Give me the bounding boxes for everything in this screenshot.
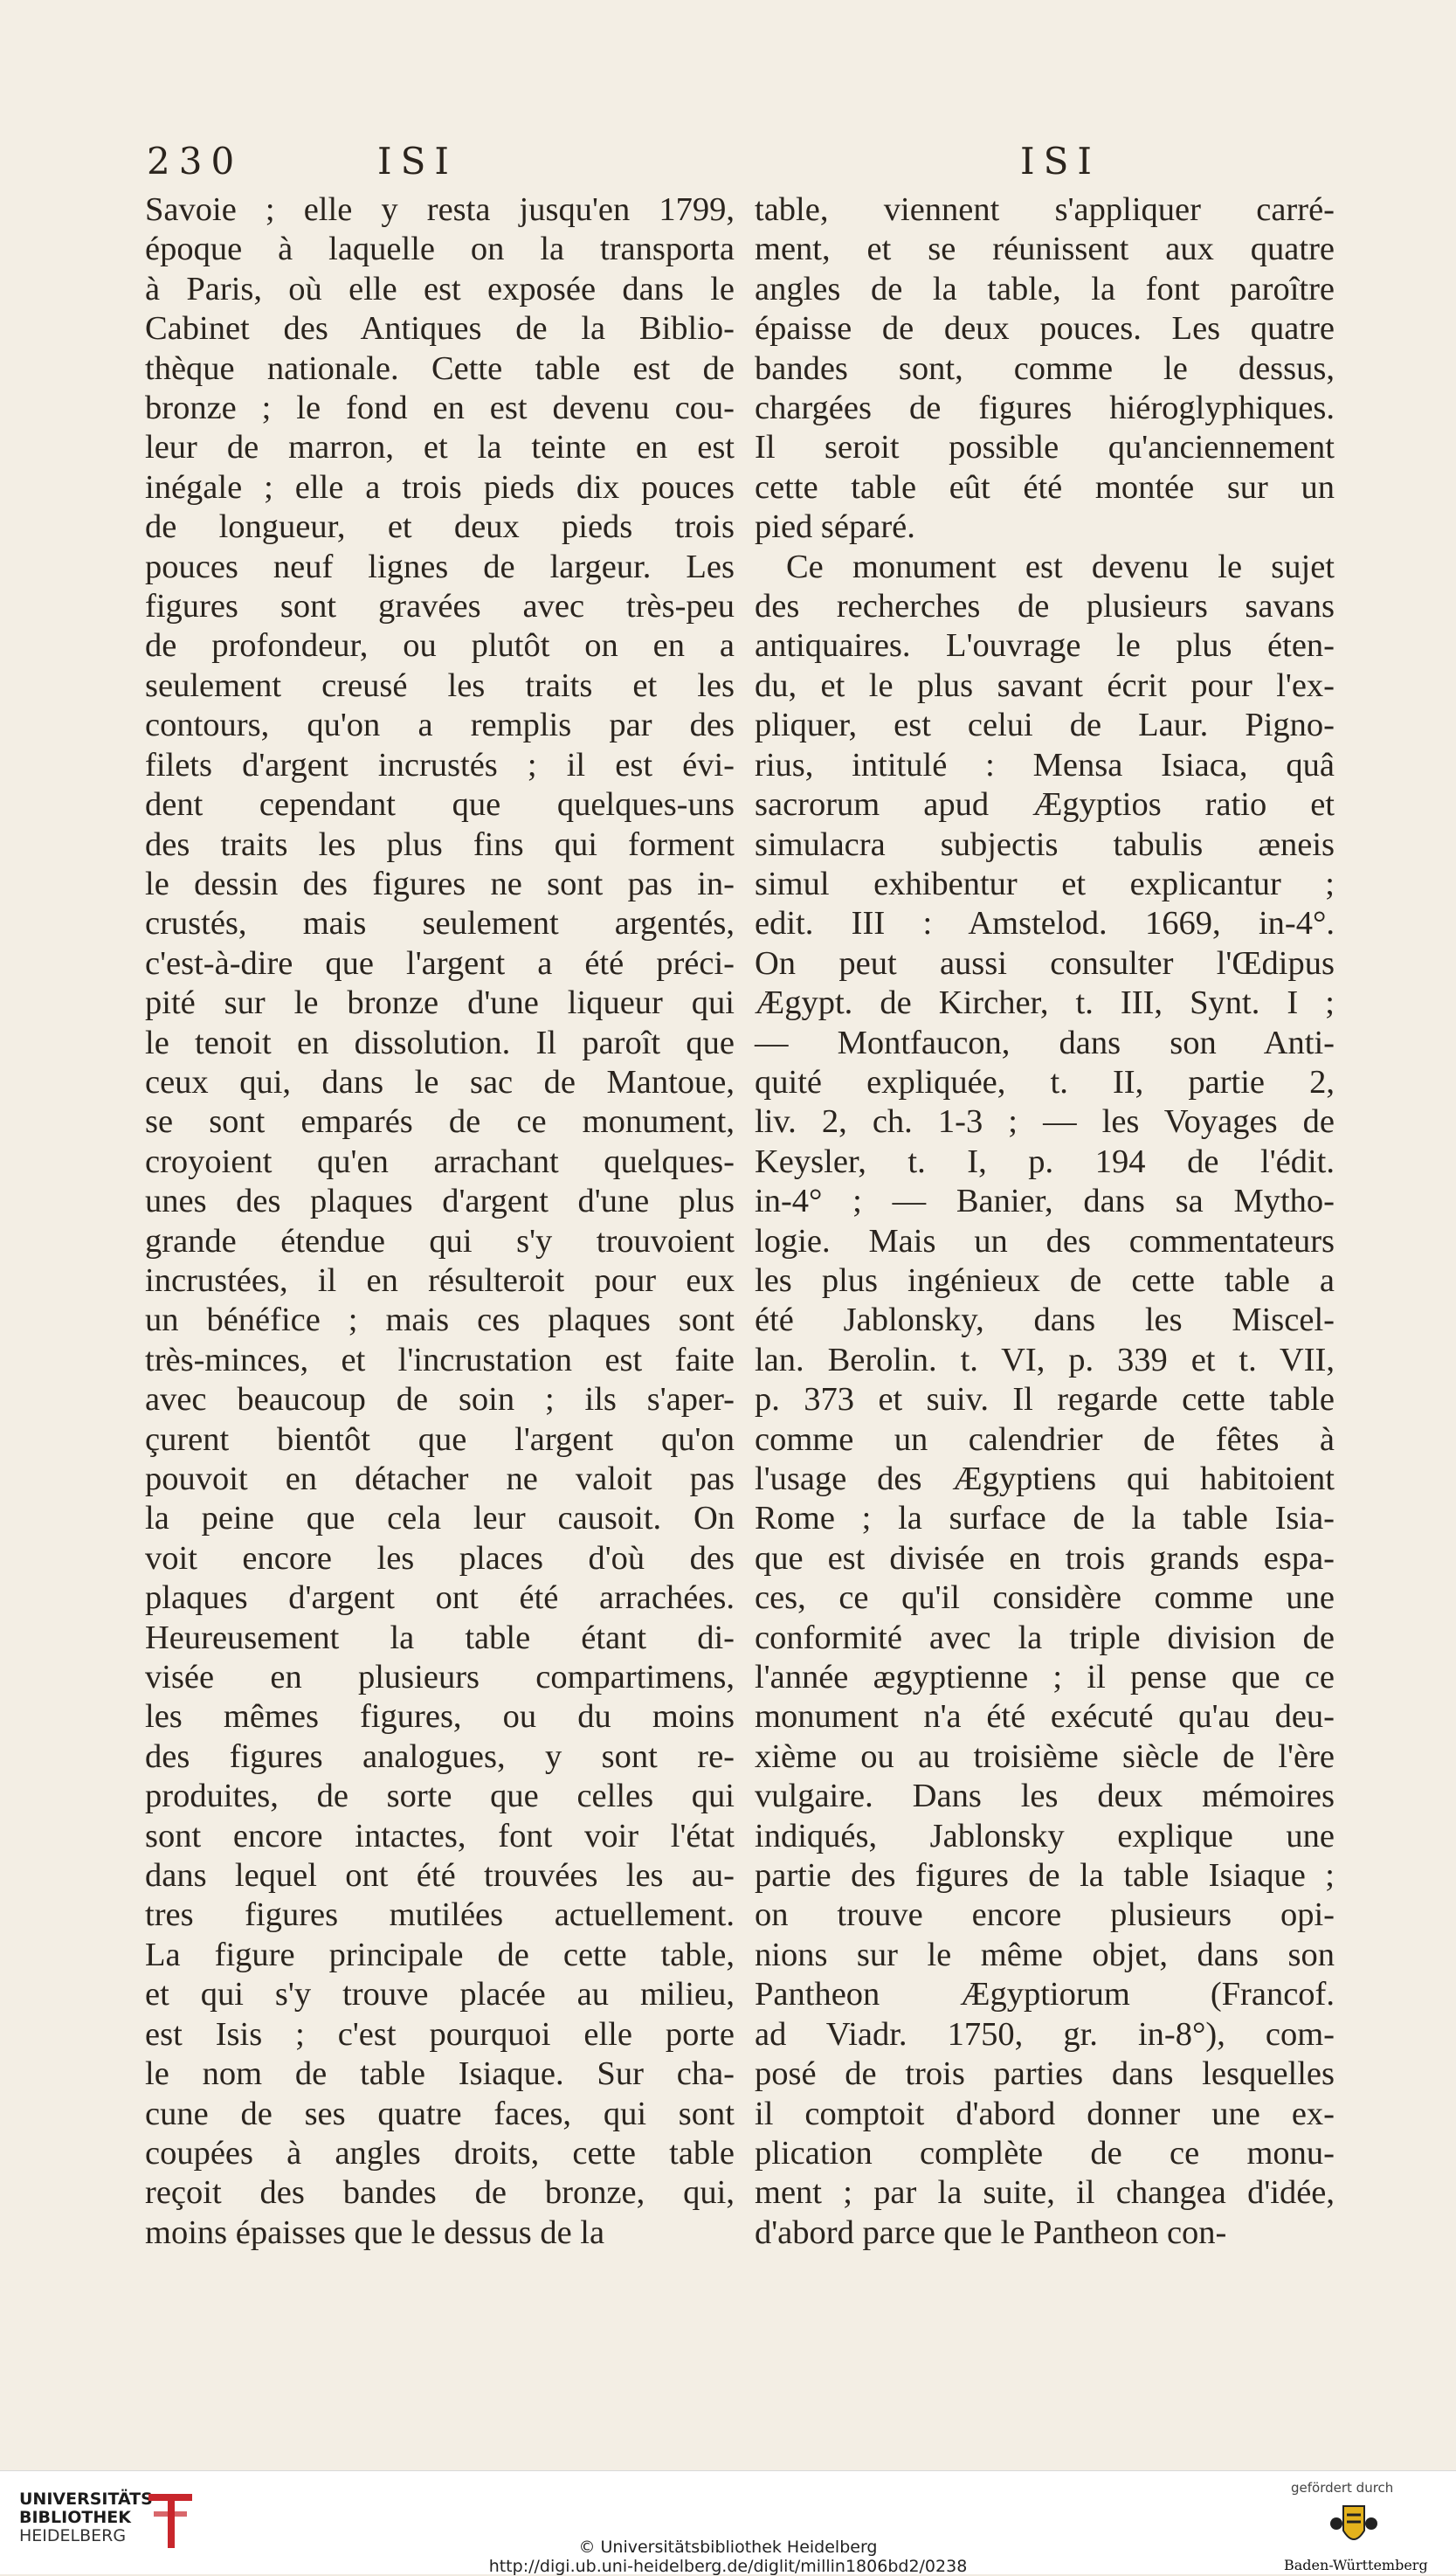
right-column-line: sacrorum apud Ægyptios ratio et	[755, 786, 1335, 824]
right-column-line: in-4° ; — Banier, dans sa Mytho-	[755, 1183, 1335, 1220]
left-column-line: moins épaisses que le dessus de la	[145, 2213, 605, 2251]
left-column-line: ceux qui, dans le sac de Mantoue,	[145, 1063, 735, 1101]
left-column-line: coupées à angles droits, cette table	[145, 2134, 735, 2172]
left-column-line: contours, qu'on a remplis par des	[145, 707, 735, 744]
permalink-url[interactable]: http://digi.ub.uni-heidelberg.de/diglit/millin1806bd2/0238	[488, 2557, 968, 2576]
right-column-line: les plus ingénieux de cette table a	[755, 1261, 1335, 1299]
right-column-line: plication complète de ce monu-	[755, 2134, 1335, 2172]
left-column-line: voit encore les places d'où des	[145, 1539, 735, 1577]
left-column-line: des figures analogues, y sont re-	[145, 1737, 735, 1775]
right-column-line: il comptoit d'abord donner une ex-	[755, 2095, 1335, 2132]
state-name: Baden-Württemberg	[1284, 2557, 1428, 2573]
left-column-line: çurent bientôt que l'argent qu'on	[145, 1420, 735, 1458]
right-running-title: ISI	[1020, 140, 1101, 183]
left-column-line: la peine que cela leur causoit. On	[145, 1500, 735, 1537]
right-column-line: angles de la table, la font paroître	[755, 270, 1335, 307]
right-column-line: quité expliquée, t. II, partie 2,	[755, 1063, 1335, 1101]
copyright-notice: © Universitätsbibliothek Heidelberg	[578, 2538, 878, 2557]
right-column-line: ment, et se réunissent aux quatre	[755, 231, 1335, 268]
right-column-line: partie des figures de la table Isiaque ;	[755, 1857, 1335, 1895]
left-column-line: croyoient qu'en arrachant quelques-	[145, 1143, 735, 1180]
right-column-line: — Montfaucon, dans son Anti-	[755, 1024, 1335, 1061]
left-column-line: figures sont gravées avec très-peu	[145, 588, 735, 625]
right-column-line: lan. Berolin. t. VI, p. 339 et t. VII,	[755, 1341, 1335, 1378]
left-column-line: produites, de sorte que celles qui	[145, 1778, 735, 1815]
right-text-column	[755, 190, 1335, 2253]
right-column-line: pied séparé.	[755, 508, 915, 546]
right-column-line: Ce monument est devenu le sujet	[786, 548, 1335, 585]
right-column-line: Il seroit possible qu'anciennement	[755, 429, 1335, 466]
left-column-line: et qui s'y trouve placée au milieu,	[145, 1976, 735, 2013]
left-column-line: de profondeur, ou plutôt on en a	[145, 627, 735, 665]
right-column-line: simul exhibentur et explicantur ;	[755, 865, 1335, 902]
right-column-line: été Jablonsky, dans les Miscel-	[755, 1302, 1335, 1339]
right-column-line: p. 373 et suiv. Il regarde cette table	[755, 1381, 1335, 1419]
right-column-line: indiqués, Jablonsky explique une	[755, 1817, 1335, 1854]
right-column-line: On peut aussi consulter l'Œdipus	[755, 944, 1335, 982]
baden-wuerttemberg-crest-icon	[1310, 2501, 1397, 2553]
right-column-line: Pantheon Ægyptiorum (Francof.	[755, 1976, 1335, 2013]
right-column-line: l'année ægyptienne ; il pense que ce	[755, 1659, 1335, 1696]
left-column-line: visée en plusieurs compartimens,	[145, 1659, 735, 1696]
left-column-line: pouces neuf lignes de largeur. Les	[145, 548, 735, 585]
right-column-line: ment ; par la suite, il changea d'idée,	[755, 2174, 1335, 2212]
right-column-line: on trouve encore plusieurs opi-	[755, 1896, 1335, 1934]
right-column-line: Keysler, t. I, p. 194 de l'édit.	[755, 1143, 1335, 1180]
left-column-line: le tenoit en dissolution. Il paroît que	[145, 1024, 735, 1061]
right-column-line: bandes sont, comme le dessus,	[755, 349, 1335, 387]
left-column-line: crustés, mais seulement argentés,	[145, 905, 735, 943]
left-column-line: très-minces, et l'incrustation est faite	[145, 1341, 735, 1378]
left-column-line: pouvoit en détacher ne valoit pas	[145, 1461, 735, 1497]
left-column-line: Heureusement la table étant di-	[145, 1619, 735, 1656]
left-column-line: cune de ses quatre faces, qui sont	[145, 2095, 735, 2132]
left-column-line: époque à laquelle on la transporta	[145, 231, 735, 268]
library-logo-text: UNIVERSITÄTS- BIBLIOTHEK HEIDELBERG	[19, 2490, 160, 2545]
right-column-line: liv. 2, ch. 1-3 ; — les Voyages de	[755, 1103, 1335, 1141]
right-column-line: xième ou au troisième siècle de l'ère	[755, 1737, 1335, 1775]
left-column-line: de longueur, et deux pieds trois	[145, 508, 735, 546]
right-column-line: que est divisée en trois grands espa-	[755, 1539, 1335, 1577]
left-column-line: des traits les plus fins qui forment	[145, 825, 735, 863]
right-column-line: du, et le plus savant écrit pour l'ex-	[755, 666, 1335, 704]
left-column-line: le nom de table Isiaque. Sur cha-	[145, 2055, 735, 2093]
right-column-line: conformité avec la triple division de	[755, 1619, 1335, 1656]
left-column-line: filets d'argent incrustés ; il est évi-	[145, 746, 735, 784]
right-column-line: monument n'a été exécuté qu'au deu-	[755, 1698, 1335, 1736]
right-column-line: posé de trois parties dans lesquelles	[755, 2055, 1335, 2093]
right-column-line: nions sur le même objet, dans son	[755, 1936, 1335, 1973]
left-column-line: pité sur le bronze d'une liqueur qui	[145, 984, 735, 1022]
left-column-line: à Paris, où elle est exposée dans le	[145, 270, 735, 307]
left-column-line: avec beaucoup de soin ; ils s'aper-	[145, 1381, 735, 1419]
right-column-line: simulacra subjectis tabulis æneis	[755, 825, 1335, 863]
right-column-line: edit. III : Amstelod. 1669, in-4°.	[755, 905, 1335, 943]
left-column-line: plaques d'argent ont été arrachées.	[145, 1579, 735, 1617]
left-column-line: Savoie ; elle y resta jusqu'en 1799,	[145, 191, 735, 228]
right-column-line: Ægypt. de Kircher, t. III, Synt. I ;	[755, 984, 1335, 1022]
right-column-line: Rome ; la surface de la table Isia-	[755, 1500, 1335, 1537]
left-column-line: sont encore intactes, font voir l'état	[145, 1817, 735, 1854]
funded-by-label: gefördert durch	[1291, 2480, 1394, 2496]
left-running-title: ISI	[377, 140, 458, 183]
left-column-line: dans lequel ont été trouvées les au-	[145, 1857, 735, 1895]
left-column-line: se sont emparés de ce monument,	[145, 1103, 735, 1141]
right-column-line: ces, ce qu'il considère comme une	[755, 1579, 1335, 1617]
right-column-line: vulgaire. Dans les deux mémoires	[755, 1778, 1335, 1815]
right-column-line: rius, intitulé : Mensa Isiaca, quâ	[755, 746, 1335, 784]
right-column-line: logie. Mais un des commentateurs	[755, 1222, 1335, 1260]
right-column-line: antiquaires. L'ouvrage le plus éten-	[755, 627, 1335, 665]
right-column-line: pliquer, est celui de Laur. Pigno-	[755, 707, 1335, 744]
left-column-line: les mêmes figures, ou du moins	[145, 1698, 735, 1736]
right-column-line: des recherches de plusieurs savans	[755, 588, 1335, 625]
right-column-line: chargées de figures hiéroglyphiques.	[755, 390, 1335, 427]
left-column-line: inégale ; elle a trois pieds dix pouces	[145, 468, 735, 506]
page-number: 230	[147, 140, 244, 183]
left-column-line: c'est-à-dire que l'argent a été préci-	[145, 944, 735, 982]
left-column-line: seulement creusé les traits et les	[145, 666, 735, 704]
left-column-line: Cabinet des Antiques de la Biblio-	[145, 310, 735, 348]
right-column-line: cette table eût été montée sur un	[755, 468, 1335, 506]
left-text-column	[145, 190, 735, 2253]
right-column-line: table, viennent s'appliquer carré-	[755, 191, 1335, 228]
left-column-line: dent cependant que quelques-uns	[145, 786, 735, 824]
left-column-line: unes des plaques d'argent d'une plus	[145, 1183, 735, 1220]
right-column-line: ad Viadr. 1750, gr. in-8°), com-	[755, 2015, 1335, 2053]
left-column-line: tres figures mutilées actuellement.	[145, 1896, 735, 1934]
left-column-line: un bénéfice ; mais ces plaques sont	[145, 1302, 735, 1339]
left-column-line: bronze ; le fond en est devenu cou-	[145, 390, 735, 427]
left-column-line: est Isis ; c'est pourquoi elle porte	[145, 2015, 735, 2053]
right-column-line: comme un calendrier de fêtes à	[755, 1420, 1335, 1458]
left-column-line: La figure principale de cette table,	[145, 1936, 735, 1973]
footer-bar	[0, 2470, 1456, 2574]
left-column-line: reçoit des bandes de bronze, qui,	[145, 2174, 735, 2212]
left-column-line: grande étendue qui s'y trouvoient	[145, 1222, 735, 1260]
left-column-line: leur de marron, et la teinte en est	[145, 429, 735, 466]
right-column-line: d'abord parce que le Pantheon con-	[755, 2213, 1227, 2251]
right-column-line: l'usage des Ægyptiens qui habitoient	[755, 1461, 1335, 1497]
right-column-line: épaisse de deux pouces. Les quatre	[755, 310, 1335, 348]
left-column-line: thèque nationale. Cette table est de	[145, 349, 735, 387]
left-column-line: incrustées, il en résulteroit pour eux	[145, 1261, 735, 1299]
left-column-line: le dessin des figures ne sont pas in-	[145, 865, 735, 902]
